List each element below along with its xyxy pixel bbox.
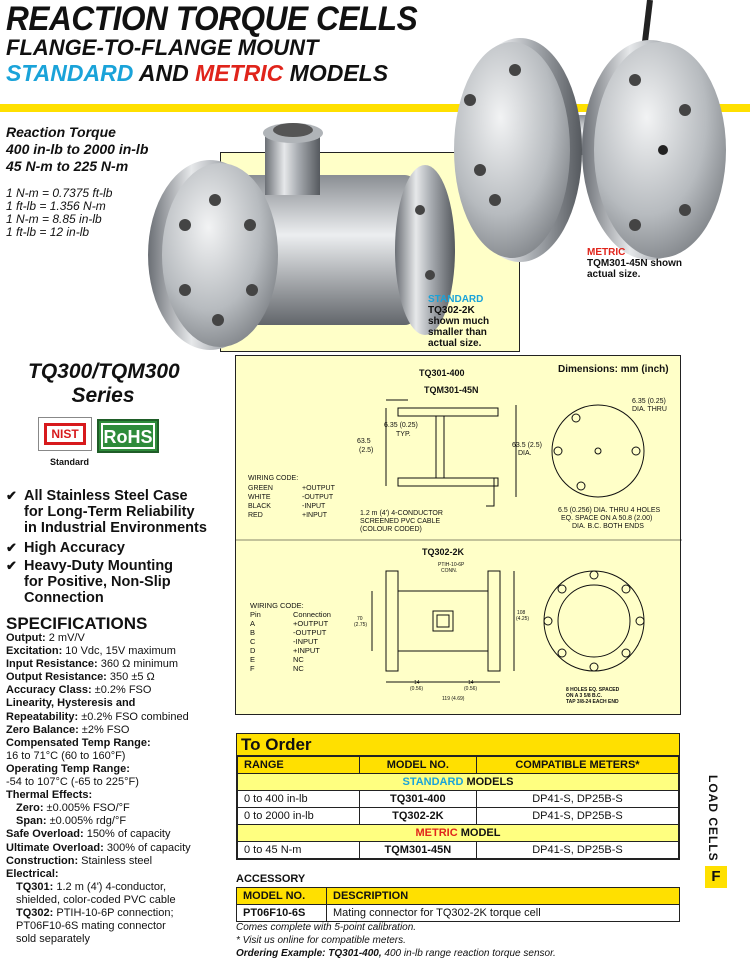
pin-f-value: NC xyxy=(293,664,304,673)
feature-text: Heavy-Duty Mounting xyxy=(24,558,174,574)
rohs-badge xyxy=(97,419,159,453)
cable-note-3: (COLOUR CODED) xyxy=(360,526,422,533)
feature-item xyxy=(6,540,125,556)
spec-key: Construction: xyxy=(6,854,79,867)
holes8-note-2: ON A 3 5/8 B.C. xyxy=(566,693,603,699)
spec-value: ±2% FSO xyxy=(78,723,130,736)
check-icon: ✔ xyxy=(6,488,17,503)
feature-text: Connection xyxy=(24,590,104,606)
spec-key: Output Resistance: xyxy=(6,671,107,684)
accessory-table xyxy=(236,887,680,922)
and-word: AND xyxy=(133,60,196,86)
wire-white: WHITE xyxy=(248,494,271,501)
col-meters: COMPATIBLE METERS* xyxy=(476,757,678,774)
series-line-1: TQ300/TQM300 xyxy=(28,360,180,383)
col-range: RANGE xyxy=(238,757,360,774)
conversion-4: 1 ft-lb = 12 in-lb xyxy=(6,225,90,239)
feature-text: for Long-Term Reliability xyxy=(24,504,195,520)
cell-model: TQ301-400 xyxy=(359,791,476,808)
specifications-heading: SPECIFICATIONS xyxy=(6,614,148,633)
spec-key: Zero Balance: xyxy=(6,723,79,736)
pin-f: F xyxy=(250,664,255,673)
dim-2-75: (2.75) xyxy=(354,622,368,628)
cable-note-1: 1.2 m (4') 4-CONDUCTOR xyxy=(360,510,443,517)
spec-key: Safe Overload: xyxy=(6,828,84,841)
order-table xyxy=(236,733,680,860)
rohs-logo: RoHS xyxy=(101,423,155,449)
spec-value: 2 mV/V xyxy=(45,632,85,644)
tqm301-label: TQM301-45N xyxy=(424,385,479,395)
spec-value: 360 Ω minimum xyxy=(97,658,179,671)
note-ordering-example xyxy=(236,947,556,960)
spec-value: PT06F10-6S mating connector xyxy=(16,920,166,933)
acc-model: PT06F10-6S xyxy=(237,905,327,922)
spec-key: Accuracy Class: xyxy=(6,684,92,697)
dim-6-35-b: 6.35 (0.25) xyxy=(632,398,666,405)
standard-word: STANDARD xyxy=(6,60,134,86)
note-ordering-key: Ordering Example: TQ301-400, xyxy=(236,948,382,959)
wire-white-value: -OUTPUT xyxy=(302,494,334,501)
spec-key: Electrical: xyxy=(6,867,59,880)
dim-typ: TYP. xyxy=(396,431,411,438)
wiring-code-title: WIRING CODE: xyxy=(248,475,299,482)
wire-black: BLACK xyxy=(248,503,271,510)
dim-119: 119 (4.69) xyxy=(442,696,465,702)
band-models: MODELS xyxy=(463,776,514,788)
dim-14-b: 14 xyxy=(468,680,474,686)
cell-range: 0 to 2000 in-lb xyxy=(238,808,360,825)
nist-logo: NIST xyxy=(44,423,86,445)
nist-caption: Standard xyxy=(50,457,90,467)
metric-caption-line-2: actual size. xyxy=(587,269,641,280)
dim-0-56-b: (0.56) xyxy=(464,686,478,692)
spec-value: -54 to 107°C (-65 to 225°F) xyxy=(6,776,139,789)
spec-value: ±0.005% FSO/°F xyxy=(43,802,130,815)
acc-col-desc: DESCRIPTION xyxy=(327,888,680,905)
spec-value: 1.2 m (4') 4-conductor, xyxy=(53,880,167,893)
standard-caption xyxy=(428,294,489,349)
check-icon: ✔ xyxy=(6,558,17,573)
spec-value: 350 ±5 Ω xyxy=(106,671,155,684)
col-model: MODEL NO. xyxy=(359,757,476,774)
spec-value: 10 Vdc, 15V maximum xyxy=(62,645,176,658)
pin-b-value: -OUTPUT xyxy=(293,628,327,637)
order-notes xyxy=(236,921,556,960)
spec-value: ±0.2% FSO combined xyxy=(78,710,189,723)
note-ordering-value: 400 in-lb range reaction torque sensor. xyxy=(381,948,556,959)
feature-text: High Accuracy xyxy=(24,540,125,556)
cell-range: 0 to 45 N-m xyxy=(238,842,360,859)
spec-key: Linearity, Hysteresis and xyxy=(6,697,136,710)
standard-caption-label: STANDARD xyxy=(428,294,484,305)
dim-0-56-a: (0.56) xyxy=(410,686,424,692)
wiring-code-2-title: WIRING CODE: xyxy=(250,601,304,610)
dim-dia-thru: DIA. THRU xyxy=(632,406,667,413)
note-meters: * Visit us online for compatible meters. xyxy=(236,935,406,946)
spec-key: Output: xyxy=(6,632,46,644)
dim-dia: DIA. xyxy=(518,450,532,457)
dim-14-a: 14 xyxy=(414,680,420,686)
spec-key: Input Resistance: xyxy=(6,658,98,671)
holes-note-3: DIA. B.C. BOTH ENDS xyxy=(572,523,644,530)
section-tab-label: LOAD CELLS xyxy=(706,775,720,862)
spec-key: Compensated Temp Range: xyxy=(6,736,151,749)
nist-badge xyxy=(38,417,92,451)
standard-caption-line-3: smaller than xyxy=(428,327,487,338)
spec-key: TQ301: xyxy=(16,880,54,893)
spec-key: Span: xyxy=(16,815,47,828)
pin-d: D xyxy=(250,646,256,655)
unit-conversions xyxy=(6,187,112,239)
dim-2-5: (2.5) xyxy=(359,447,374,454)
holes-note-2: EQ. SPACE ON A 50.8 (2.00) xyxy=(561,515,653,522)
cell-meters: DP41-S, DP25B-S xyxy=(476,791,678,808)
spec-value: 16 to 71°C (60 to 160°F) xyxy=(6,749,126,762)
cell-model: TQM301-45N xyxy=(359,842,476,859)
pin-c: C xyxy=(250,637,256,646)
accessory-heading: ACCESSORY xyxy=(236,873,306,885)
spec-key: Repeatability: xyxy=(6,710,79,723)
spec-key: Ultimate Overload: xyxy=(6,841,104,854)
spec-key: Operating Temp Range: xyxy=(6,762,130,775)
pin-e-value: NC xyxy=(293,655,304,664)
spec-key: Thermal Effects: xyxy=(6,789,93,802)
band-standard: STANDARD xyxy=(402,776,464,788)
spec-key: Zero: xyxy=(16,802,44,815)
page-title: REACTION TORQUE CELLS xyxy=(6,0,418,38)
dimension-drawing xyxy=(235,355,681,715)
band-model: MODEL xyxy=(457,827,501,839)
band-metric: METRIC xyxy=(415,827,458,839)
tq301-label: TQ301-400 xyxy=(419,368,465,378)
models-word: MODELS xyxy=(283,60,389,86)
order-heading: To Order xyxy=(237,734,679,756)
acc-col-model: MODEL NO. xyxy=(237,888,327,905)
series-line-2: Series xyxy=(71,384,135,407)
dim-108: 108 xyxy=(517,610,526,616)
standard-caption-line-2: shown much xyxy=(428,316,490,327)
torque-line-1: Reaction Torque xyxy=(6,124,116,140)
order-grid xyxy=(237,756,679,859)
pin-d-value: +INPUT xyxy=(293,646,320,655)
dim-63-5-dia: 63.5 (2.5) xyxy=(512,442,542,449)
wire-red: RED xyxy=(248,512,263,519)
pin-c-value: -INPUT xyxy=(293,637,318,646)
spec-value: 150% of capacity xyxy=(83,828,171,841)
feature-text: for Positive, Non-Slip xyxy=(24,574,171,590)
conversion-3: 1 N-m = 8.85 in-lb xyxy=(6,212,102,226)
check-icon: ✔ xyxy=(6,540,17,555)
dimension-drawing-svg xyxy=(236,356,682,716)
spec-value: shielded, color-coded PVC cable xyxy=(16,893,176,906)
torque-line-2: 400 in-lb to 2000 in-lb xyxy=(6,141,149,157)
page-subtitle: FLANGE-TO-FLANGE MOUNT xyxy=(6,35,319,60)
pin-header: Pin xyxy=(250,610,261,619)
standard-caption-line-1: TQ302-2K xyxy=(428,305,475,316)
metric-caption-label: METRIC xyxy=(587,247,626,258)
dimensions-note: Dimensions: mm (inch) xyxy=(558,364,669,375)
pin-a: A xyxy=(250,619,256,628)
cable-note-2: SCREENED PVC CABLE xyxy=(360,518,441,525)
torque-range xyxy=(6,124,148,175)
table-row xyxy=(238,808,679,825)
series-title xyxy=(28,360,178,408)
note-calibration: Comes complete with 5-point calibration. xyxy=(236,922,417,933)
cell-meters: DP41-S, DP25B-S xyxy=(476,808,678,825)
spec-value: 300% of capacity xyxy=(103,841,191,854)
standard-caption-line-4: actual size. xyxy=(428,338,482,349)
wire-green-value: +OUTPUT xyxy=(302,485,335,492)
spec-value: ±0.2% FSO xyxy=(91,684,152,697)
specifications-list xyxy=(6,632,226,946)
metric-model-band xyxy=(238,825,679,842)
cell-model: TQ302-2K xyxy=(359,808,476,825)
feature-item xyxy=(6,558,173,606)
dim-63-5: 63.5 xyxy=(357,438,371,445)
dim-70: 70 xyxy=(357,616,363,622)
conn-label-2: CONN. xyxy=(441,568,458,574)
holes8-note-3: TAP 3/8-24 EACH END xyxy=(566,699,619,705)
wire-black-value: -INPUT xyxy=(302,503,326,510)
acc-desc: Mating connector for TQ302-2K torque cell xyxy=(327,905,680,922)
tq302-label: TQ302-2K xyxy=(422,547,465,557)
dim-4-25: (4.25) xyxy=(516,616,530,622)
standard-models-band xyxy=(238,774,679,791)
table-row xyxy=(238,842,679,859)
dim-6-35: 6.35 (0.25) xyxy=(384,422,418,429)
holes8-note-1: 8 HOLES EQ. SPACED xyxy=(566,687,620,693)
spec-key: Excitation: xyxy=(6,645,63,658)
section-tab-letter: F xyxy=(705,866,727,888)
wire-red-value: +INPUT xyxy=(302,512,328,519)
torque-line-3: 45 N-m to 225 N-m xyxy=(6,158,129,174)
conversion-1: 1 N-m = 0.7375 ft-lb xyxy=(6,186,113,200)
conversion-2: 1 ft-lb = 1.356 N-m xyxy=(6,199,106,213)
cell-range: 0 to 400 in-lb xyxy=(238,791,360,808)
pin-a-value: +OUTPUT xyxy=(293,619,329,628)
feature-item xyxy=(6,488,207,536)
spec-value: ±0.005% rdg/°F xyxy=(46,815,127,828)
conn-label-1: PTIH-10-6P xyxy=(438,562,465,568)
holes-note-1: 6.5 (0.256) DIA. THRU 4 HOLES xyxy=(558,507,661,514)
metric-caption-line-1: TQM301-45N shown xyxy=(587,258,683,269)
table-row xyxy=(237,905,680,922)
spec-key: TQ302: xyxy=(16,906,54,919)
wire-green: GREEN xyxy=(248,485,273,492)
metric-word: METRIC xyxy=(195,60,284,86)
spec-value: PTIH-10-6P connection; xyxy=(53,906,174,919)
metric-caption xyxy=(587,247,682,280)
spec-value: Stainless steel xyxy=(78,854,153,867)
connection-header: Connection xyxy=(293,610,331,619)
table-row xyxy=(238,791,679,808)
cell-meters: DP41-S, DP25B-S xyxy=(476,842,678,859)
pin-b: B xyxy=(250,628,256,637)
spec-value: sold separately xyxy=(16,933,90,946)
feature-text: All Stainless Steel Case xyxy=(24,488,188,504)
feature-text: in Industrial Environments xyxy=(24,520,207,536)
pin-e: E xyxy=(250,655,256,664)
